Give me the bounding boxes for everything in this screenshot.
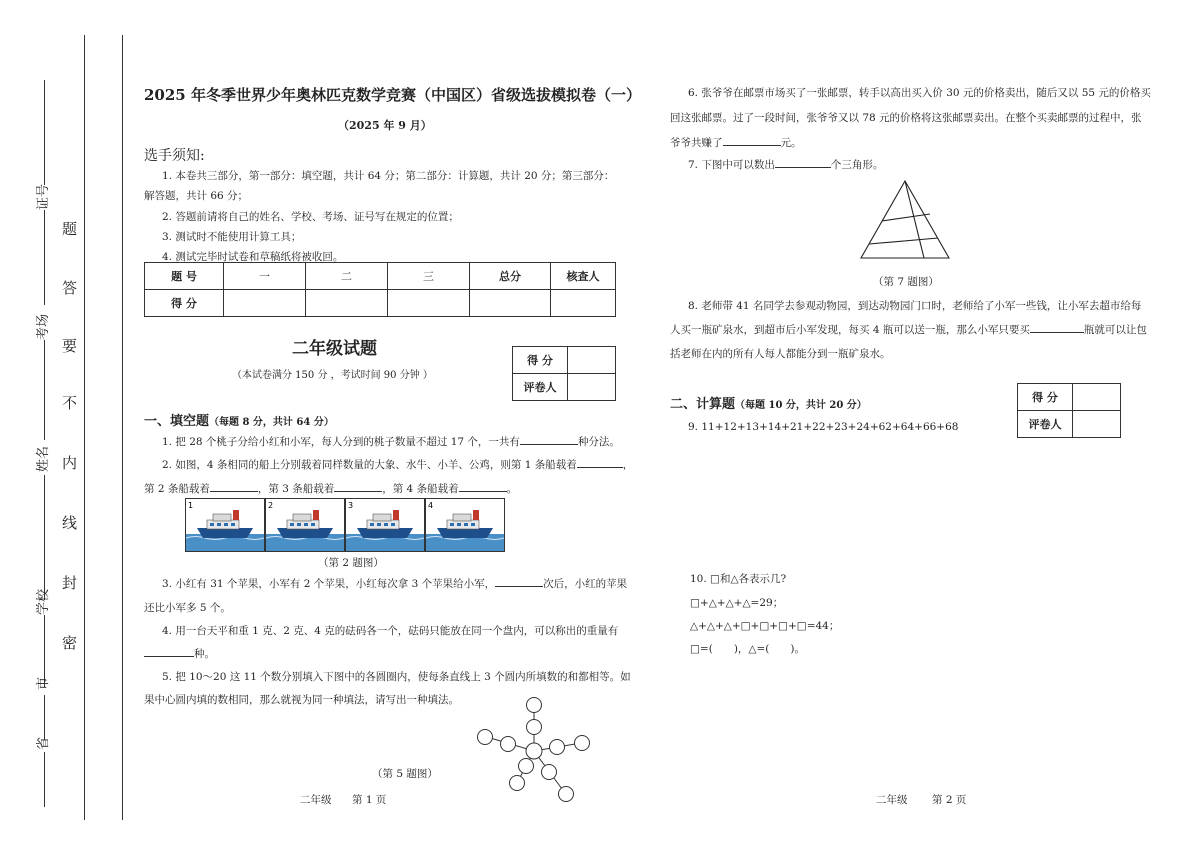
q2-blank-4[interactable]	[459, 491, 507, 492]
q8-text: 人买一瓶矿泉水，到超市后小军发现，每买 4 瓶可以送一瓶，那么小军只要买	[670, 324, 1030, 336]
question-6-line1: 6. 张爷爷在邮票市场买了一张邮票，转手以高出买入价 30 元的价格卖出，随后又以 55 元的价格买	[688, 87, 1151, 99]
q4-blank[interactable]	[144, 656, 194, 657]
q2-text: 2. 如图，4 条相同的船上分别载着同样数量的大象、水牛、小羊、公鸡，则第 1 条船载着	[162, 459, 577, 471]
score-table	[144, 262, 616, 317]
boat-number-4: 4	[428, 501, 434, 510]
grade-title: 二年级试题	[292, 339, 377, 359]
q2-blank-3[interactable]	[334, 491, 382, 492]
label-name: 姓名	[36, 445, 51, 472]
circle-top-inner[interactable]	[527, 720, 542, 735]
score-cell[interactable]	[224, 290, 306, 317]
mini-grader-cell[interactable]	[1073, 411, 1121, 438]
q8-text-end: 瓶就可以让包	[1083, 324, 1147, 336]
circle-top-outer[interactable]	[527, 698, 542, 713]
circle-bottomleft-inner[interactable]	[519, 759, 534, 774]
answer-line: □=( )，△=( )。	[690, 643, 805, 655]
notice-item: 2. 答题前请将自己的姓名、学校、考场、证号写在规定的位置；	[162, 211, 459, 223]
grade-note: （本试卷满分 150 分 ，考试时间 90 分钟 ）	[232, 370, 433, 381]
exam-date: （2025 年 9 月）	[338, 119, 432, 132]
fig7-caption: （第 7 题图）	[873, 276, 939, 288]
seal-char: 内	[62, 454, 78, 472]
boats-figure	[185, 498, 505, 552]
province-blank-lower	[44, 752, 45, 807]
circle-left-inner[interactable]	[501, 737, 516, 752]
q2-blank-2[interactable]	[210, 491, 258, 492]
equation-2: △+△+△+□+□+□+□=44；	[690, 620, 840, 632]
seal-char: 密	[62, 634, 78, 652]
boat-number-1: 1	[188, 501, 194, 510]
score-cell[interactable]	[470, 290, 551, 317]
circle-bottomright-outer[interactable]	[559, 787, 574, 802]
boat-number-3: 3	[348, 501, 354, 510]
section2-heading	[670, 393, 867, 412]
mini-grader-label: 评卷人	[1018, 411, 1073, 438]
footer-left-grade: 二年级	[300, 794, 332, 806]
question-2-line1	[162, 457, 633, 472]
q7-blank[interactable]	[775, 167, 831, 168]
q2-b3: ，第 4 条船载着	[382, 483, 459, 495]
q6-text: 爷爷共赚了	[670, 137, 723, 149]
circle-right-inner[interactable]	[550, 740, 565, 755]
question-2-line2	[144, 481, 517, 496]
binding-line-inner	[122, 35, 123, 820]
label-school: 学校	[36, 588, 51, 615]
footer-right-page: 第 2 页	[932, 794, 967, 806]
notice-heading: 选手须知:	[144, 148, 205, 164]
question-4-line1: 4. 用一台天平和重 1 克、2 克、4 克的砝码各一个，砝码只能放在同一个盘内，可以称出的重量有	[162, 625, 619, 637]
circle-bottomleft-outer[interactable]	[510, 776, 525, 791]
question-3-line1	[162, 576, 627, 591]
binding-line-outer	[84, 35, 85, 820]
q1-end: 种分法。	[577, 436, 620, 448]
section2-score-table	[1017, 383, 1121, 438]
triangle-figure	[858, 178, 952, 262]
circle-star-figure	[472, 693, 602, 805]
boat-panel-1	[186, 499, 265, 552]
mini-score-cell[interactable]	[568, 347, 616, 374]
q2-blank-1[interactable]	[577, 467, 623, 468]
page-title: 2025 年冬季世界少年奥林匹克数学竞赛（中国区）省级选拔模拟卷（一）	[144, 86, 641, 104]
label-exam-room: 考场	[36, 313, 51, 340]
q3-text-end: 次后，小红的苹果	[543, 578, 628, 590]
equation-1: □+△+△+△=29；	[690, 597, 784, 609]
boat-number-2: 2	[268, 501, 274, 510]
question-1	[162, 434, 620, 449]
section2-note: （每题 10 分，共计 20 分）	[735, 400, 867, 411]
seal-char: 要	[62, 337, 78, 355]
q4-end: 种。	[194, 648, 215, 660]
q6-blank[interactable]	[723, 145, 781, 146]
mini-score-label: 得 分	[1018, 384, 1073, 411]
label-province: 省	[36, 736, 51, 750]
score-row-label: 得 分	[145, 290, 224, 317]
footer-right-grade: 二年级	[876, 794, 908, 806]
circle-right-outer[interactable]	[575, 736, 590, 751]
question-6-line2: 回这张邮票。过了一段时间，张爷爷又以 78 元的价格将这张邮票卖出。在整个买卖邮票的过程中，张	[670, 112, 1142, 124]
q2-b2: ，第 3 条船载着	[257, 483, 335, 495]
seal-char: 不	[62, 394, 78, 412]
q6-end: 元。	[780, 137, 802, 149]
seal-char: 答	[62, 279, 78, 297]
circle-left-outer[interactable]	[478, 730, 493, 745]
notice-item: 4. 测试完毕时试卷和草稿纸将被收回。	[162, 251, 344, 263]
seal-char: 线	[62, 514, 78, 532]
name-blank	[44, 340, 45, 440]
q2-text-end: ，	[622, 459, 634, 471]
score-header: 题 号	[145, 263, 224, 290]
question-5-line2: 果中心圆内填的数相同，那么就视为同一种填法，请写出一种填法。	[144, 694, 459, 706]
score-cell[interactable]	[551, 290, 616, 317]
score-header: 核查人	[551, 263, 616, 290]
question-10: 10. □和△各表示几?	[690, 573, 787, 585]
score-header: 总分	[470, 263, 551, 290]
q7-end: 个三角形。	[830, 159, 884, 171]
mini-score-cell[interactable]	[1073, 384, 1121, 411]
question-7	[688, 157, 883, 172]
seal-char: 题	[62, 220, 78, 238]
notice-item: 解答题，共计 66 分；	[144, 190, 249, 202]
notice-item: 3. 测试时不能使用计算工具；	[162, 231, 302, 243]
q3-blank[interactable]	[495, 586, 543, 587]
section1-note: （每题 8 分，共计 64 分）	[209, 417, 334, 428]
question-8-line1: 8. 老师带 41 名同学去参观动物园，到达动物园门口时，老师给了小军一些钱，让小军去超市给每	[688, 300, 1142, 312]
question-3-line2: 还比小军多 5 个。	[144, 602, 231, 614]
notice-item: 1. 本卷共三部分，第一部分：填空题，共计 64 分；第二部分：计算题，共计 20 分；第三部分：	[162, 170, 615, 182]
q1-text: 1. 把 28 个桃子分给小红和小军，每人分到的桃子数量不超过 17 个，一共有	[162, 436, 520, 448]
mini-grader-label: 评卷人	[513, 374, 568, 401]
question-6-line3	[670, 135, 802, 150]
footer-left-page: 第 1 页	[352, 794, 387, 806]
q1-blank[interactable]	[520, 444, 578, 445]
school-blank	[44, 475, 45, 600]
q2-b1: 第 2 条船载着	[144, 483, 210, 495]
mini-grader-cell[interactable]	[568, 374, 616, 401]
score-header: 一	[224, 263, 306, 290]
score-cell[interactable]	[388, 290, 470, 317]
section2-title: 二、计算题	[670, 397, 736, 412]
label-id: 证号	[36, 183, 51, 210]
province-blank	[44, 695, 45, 740]
circle-center[interactable]	[526, 743, 542, 759]
q8-blank[interactable]	[1030, 332, 1084, 333]
score-header: 二	[306, 263, 388, 290]
boat-panel-3	[346, 499, 425, 552]
question-8-line2	[670, 322, 1147, 337]
mini-score-table	[512, 346, 616, 401]
question-4-line2	[144, 646, 215, 661]
label-city: 市	[36, 676, 51, 690]
boat-panel-2	[266, 499, 345, 552]
id-blank	[44, 80, 45, 185]
boat-panel-4	[426, 499, 505, 552]
circle-bottomright-inner[interactable]	[542, 765, 557, 780]
section1-title: 一、填空题	[144, 414, 210, 429]
exam-room-blank	[44, 210, 45, 305]
score-cell[interactable]	[306, 290, 388, 317]
fig5-caption: （第 5 题图）	[372, 768, 438, 780]
q7-text: 7. 下图中可以数出	[688, 159, 775, 171]
score-header: 三	[388, 263, 470, 290]
question-5-line1: 5. 把 10～20 这 11 个数分别填入下图中的各圆圈内，使每条直线上 3 个圆内所填数的和都相等。如	[162, 671, 631, 683]
question-9: 9. 11+12+13+14+21+22+23+24+62+64+66+68	[688, 421, 959, 433]
q2-b-end: 。	[506, 483, 518, 495]
question-8-line3: 括老师在内的所有人每人都能分到一瓶矿泉水。	[670, 348, 891, 360]
section1-heading	[144, 410, 334, 429]
mini-score-label: 得 分	[513, 347, 568, 374]
q3-text: 3. 小红有 31 个苹果，小军有 2 个苹果，小红每次拿 3 个苹果给小军，	[162, 578, 496, 590]
fig2-caption: （第 2 题图）	[318, 557, 384, 569]
seal-char: 封	[62, 574, 78, 592]
